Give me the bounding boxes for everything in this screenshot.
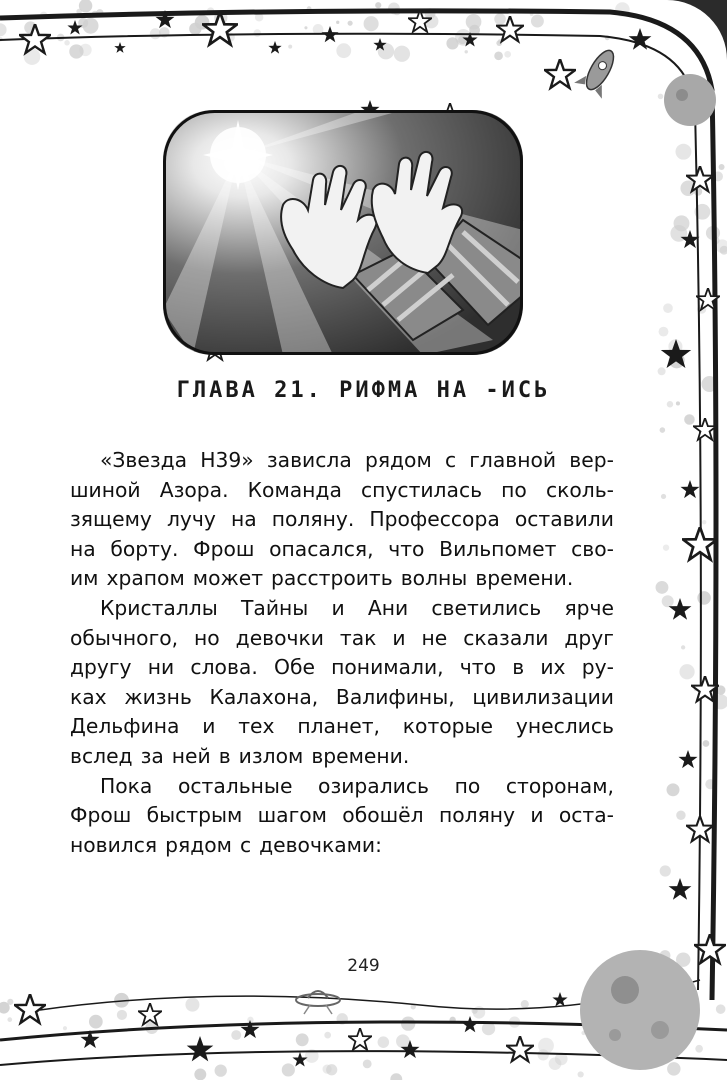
chapter-illustration bbox=[163, 110, 523, 355]
text-line: обычного, но девочки так и не сказали друг bbox=[70, 625, 614, 650]
text-line: на борту. Фрош опасался, что Вильпомет сво- bbox=[70, 536, 614, 561]
star-icon bbox=[681, 480, 700, 498]
text-line: зящему лучу на поляну. Профессора оставили bbox=[70, 507, 614, 532]
text-line: Фрош быстрым шагом обошёл поляну и оста- bbox=[70, 803, 614, 828]
text-line: Кристаллы Тайны и Ани светились ярче bbox=[100, 595, 614, 620]
text-line: вслед за ней в излом времени. bbox=[70, 743, 410, 768]
star-icon bbox=[268, 41, 281, 54]
text-line: «Звезда Н39» зависла рядом с главной вер- bbox=[100, 448, 614, 472]
star-icon bbox=[349, 1028, 372, 1050]
star-icon bbox=[321, 26, 338, 42]
star-icon bbox=[679, 750, 698, 768]
star-icon bbox=[545, 59, 575, 88]
star-icon bbox=[694, 418, 717, 440]
star-icon bbox=[552, 992, 567, 1006]
star-icon bbox=[187, 1036, 214, 1061]
chapter-title: ГЛАВА 21. РИФМА НА -ИСЬ bbox=[176, 378, 551, 403]
text-line: Дельфина и тех планет, которые унеслись bbox=[70, 714, 614, 739]
page-number: 249 bbox=[347, 956, 380, 976]
text-line: Пока остальные озирались по сторонам, bbox=[100, 773, 614, 798]
text-line: новился рядом с девочками: bbox=[70, 832, 382, 857]
text-line: шиной Азора. Команда спустилась по сколь- bbox=[70, 477, 614, 502]
text-line: ках жизнь Калахона, Валифины, цивилизации bbox=[70, 684, 614, 709]
star-icon bbox=[15, 994, 45, 1023]
text-line: другу ни слова. Обе понимали, что в их ру- bbox=[70, 655, 614, 680]
star-icon bbox=[461, 1016, 478, 1032]
star-icon bbox=[669, 878, 692, 900]
text-line: им храпом может расстроить волны времени. bbox=[70, 566, 574, 591]
ufo-icon bbox=[296, 991, 340, 1014]
planet-icon bbox=[664, 74, 716, 126]
rocket-icon bbox=[574, 43, 625, 99]
hands-illustration bbox=[163, 110, 523, 355]
star-icon bbox=[114, 42, 125, 53]
star-icon bbox=[507, 1036, 534, 1061]
body-text bbox=[70, 446, 614, 860]
